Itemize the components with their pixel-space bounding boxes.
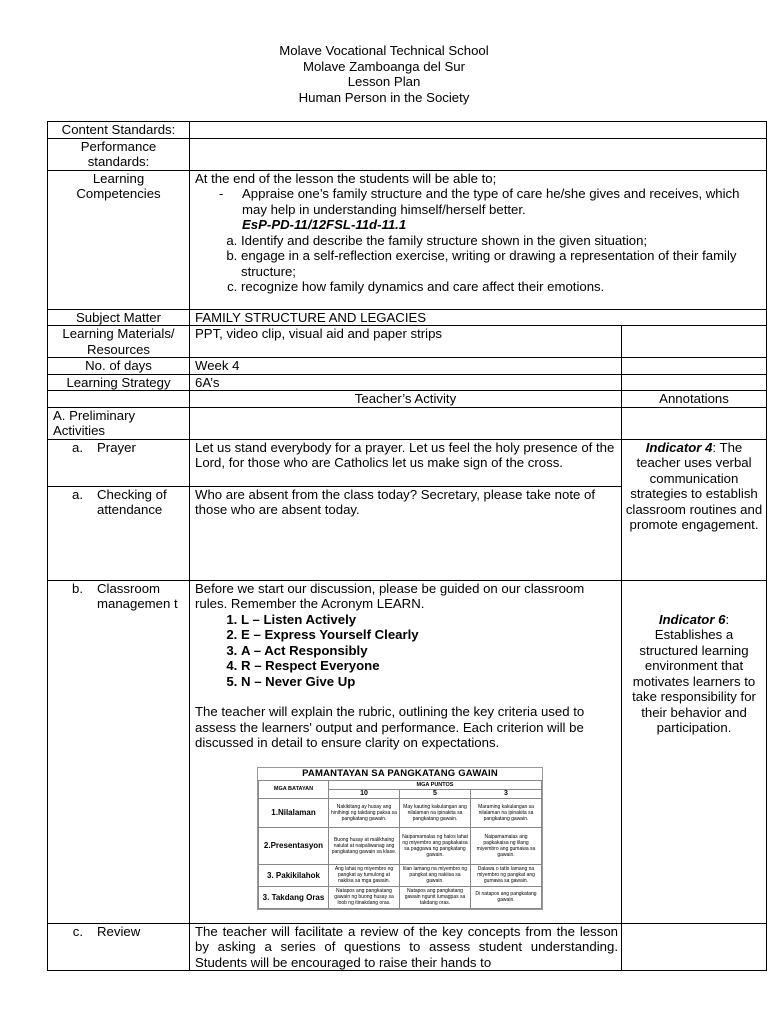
materials-row <box>48 326 767 358</box>
rule-item: 3. A – Act Responsibly <box>241 643 618 659</box>
management-marker: b. <box>72 580 83 596</box>
prayer-row <box>48 439 767 486</box>
annotations-header: Annotations <box>622 391 767 408</box>
rubric-row <box>259 864 542 886</box>
content-standards-value <box>190 122 767 139</box>
rubric-points-header: MGA PUNTOS <box>329 780 542 789</box>
days-row <box>48 358 767 375</box>
prayer-label: Prayer <box>97 439 136 455</box>
rubric-explanation: The teacher will explain the rubric, outlining the key criteria used to assess the learners' output and performance. Each criterion will be discussed in detail to ensure clarity on expectations. <box>195 704 585 750</box>
indicator-6-text: : Establishes a structured learning environment that motivates learners to take responsibility for their behavior and participation. <box>632 611 756 735</box>
management-activity <box>190 580 622 923</box>
rubric-cell: Naipamamalas ang pagkakaisa ng iilang miyembro ang gumawa sa gawain. <box>471 827 542 864</box>
rubric-cell: Ang lahat ng miyembro ng pangkat ay tumulong at nakiisa sa mga gawain. <box>329 864 400 886</box>
rubric-cell: May kauting kakulangan ang nilalaman na ipinakita sa pangkatang gawain. <box>400 798 471 827</box>
attendance-activity: Who are absent from the class today? Secretary, please take note of those who are absent today. <box>190 486 622 580</box>
materials-annotation <box>622 326 767 358</box>
rule-item: 2. E – Express Yourself Clearly <box>241 627 618 643</box>
rule-item: 4. R – Respect Everyone <box>241 658 618 674</box>
teacher-activity-header: Teacher’s Activity <box>190 391 622 408</box>
subject-title: Human Person in the Society <box>298 89 470 105</box>
rubric-score: 3 <box>471 789 542 798</box>
indicator-4-text: : The teacher uses verbal communication strategies to establish classroom routines and promote engagement. <box>625 439 763 532</box>
content-standards-row <box>48 122 767 139</box>
rubric-title: PAMANTAYAN SA PANGKATANG GAWAIN <box>302 767 498 779</box>
management-label-cell <box>48 580 190 923</box>
document-type: Lesson Plan <box>347 74 421 89</box>
rubric-cell: Di natapos ang pangkatang gawain. <box>471 886 542 908</box>
days-label: No. of days <box>48 358 190 375</box>
attendance-marker: a. <box>72 486 83 502</box>
rubric-cell: Iilan lamang na miyembro ng pangkat ang nakiisa sa gawain. <box>400 864 471 886</box>
learning-competencies-value <box>190 170 767 309</box>
rubric-table <box>258 780 542 909</box>
rubric-row <box>259 798 542 827</box>
indicator-4-title: Indicator 4 <box>645 439 713 455</box>
document-header <box>0 43 768 105</box>
subject-matter-value: FAMILY STRUCTURE AND LEGACIES <box>190 309 767 326</box>
competency-code: EsP-PD-11/12FSL-11d-11.1 <box>242 217 407 232</box>
learn-rules-list <box>195 612 618 690</box>
competency-main: - Appraise one’s family structure and the type of care he/she gives and receives, which may help in understanding himself/herself better. <box>195 186 763 217</box>
management-label: Classroom managemen t <box>97 580 178 611</box>
content-standards-label: Content Standards: <box>48 122 190 139</box>
prayer-label-cell <box>48 439 190 486</box>
management-row <box>48 580 767 923</box>
attendance-label-cell <box>48 486 190 580</box>
preliminary-annotation <box>622 407 767 439</box>
prayer-activity: Let us stand everybody for a prayer. Let us feel the holy presence of the Lord, for those who are Catholics let us make sign of the cross. <box>190 439 622 486</box>
rubric-cell: Natapos ang pangkatang gawain ngunit lumagpas sa takdang oras. <box>400 886 471 908</box>
strategy-value: 6A’s <box>190 374 622 391</box>
management-intro: Before we start our discussion, please be guided on our classroom rules. Remember the Acronym LEARN. <box>195 580 585 611</box>
rubric-score: 10 <box>329 789 400 798</box>
rule-item: 5. N – Never Give Up <box>241 674 618 690</box>
rubric-cell: Naipamamalas ng halos lahat ng miyembro ang pagkakaisa sa paggawa ng pangkatang gawain. <box>400 827 471 864</box>
subject-matter-label: Subject Matter <box>48 309 190 326</box>
rubric-row <box>259 827 542 864</box>
review-activity: The teacher will facilitate a review of the key concepts from the lesson by asking a series of questions to assess student understanding. Students will be encouraged to raise their hands to <box>190 923 622 971</box>
indicator-6-title: Indicator 6 <box>658 611 726 627</box>
activity-header-blank <box>48 391 190 408</box>
days-annotation <box>622 358 767 375</box>
attendance-label: Checking of attendance <box>97 486 167 517</box>
rule-item: 1. L – Listen Actively <box>241 612 618 628</box>
preliminary-row <box>48 407 767 439</box>
rubric-image <box>257 767 543 910</box>
rubric-cell: Maraming kakulangan sa nilalaman na ipinakita sa pangkatang gawain. <box>471 798 542 827</box>
performance-standards-label: Performance standards: <box>48 138 190 170</box>
rubric-criteria-header: MGA BATAYAN <box>259 780 329 798</box>
rubric-criterion: 3. Takdang Oras <box>259 886 329 908</box>
rubric-score: 5 <box>400 789 471 798</box>
competency-list <box>195 186 763 217</box>
preliminary-activity <box>190 407 622 439</box>
performance-standards-value <box>190 138 767 170</box>
performance-standards-row <box>48 138 767 170</box>
prayer-marker: a. <box>72 439 83 455</box>
objective-item: b. engage in a self-reflection exercise, writing or drawing a representation of their family structure; <box>241 248 763 279</box>
rubric-row <box>259 886 542 908</box>
strategy-row <box>48 374 767 391</box>
days-value: Week 4 <box>190 358 622 375</box>
rubric-cell: Buong husay at malikhaing naiulat at naipaliwanag ang pangkatang gawain sa klase. <box>329 827 400 864</box>
preliminary-label: A. Preliminary Activities <box>48 407 190 439</box>
rubric-cell: Nakikitang ay husay ang hinihingi ng takdang paksa sa pangkatang gawain. <box>329 798 400 827</box>
review-annotation <box>622 923 767 971</box>
rubric-criterion: 2.Presentasyon <box>259 827 329 864</box>
materials-label: Learning Materials/ Resources <box>48 326 190 358</box>
indicator-4-annotation <box>622 439 767 580</box>
materials-value: PPT, video clip, visual aid and paper strips <box>190 326 622 358</box>
rubric-criterion: 3. Pakikilahok <box>259 864 329 886</box>
school-name: Molave Vocational Technical School <box>279 43 489 58</box>
school-location: Molave Zamboanga del Sur <box>302 58 465 74</box>
review-marker: c. <box>72 923 83 939</box>
review-row <box>48 923 767 971</box>
objectives-list <box>195 233 763 295</box>
strategy-annotation <box>622 374 767 391</box>
review-label: Review <box>97 923 141 939</box>
indicator-6-annotation <box>622 580 767 923</box>
rubric-cell: Natapos ang pangkatang gawain ng buong husay sa loob ng itinakdang oras. <box>329 886 400 908</box>
subject-matter-row <box>48 309 767 326</box>
lesson-plan-table <box>47 121 767 971</box>
learning-competencies-label: Learning Competencies <box>48 170 190 309</box>
objective-item: c. recognize how family dynamics and care affect their emotions. <box>241 279 763 295</box>
competency-intro: At the end of the lesson the students will be able to; <box>195 170 497 186</box>
objective-item: a. Identify and describe the family structure shown in the given situation; <box>241 233 763 249</box>
learning-competencies-row <box>48 170 767 309</box>
rubric-cell: Dalawa o tatlo lamang na miyembro ng pangkat ang gumawa sa gawain. <box>471 864 542 886</box>
rubric-criterion: 1.Nilalaman <box>259 798 329 827</box>
strategy-label: Learning Strategy <box>48 374 190 391</box>
review-label-cell <box>48 923 190 971</box>
activity-header-row <box>48 391 767 408</box>
